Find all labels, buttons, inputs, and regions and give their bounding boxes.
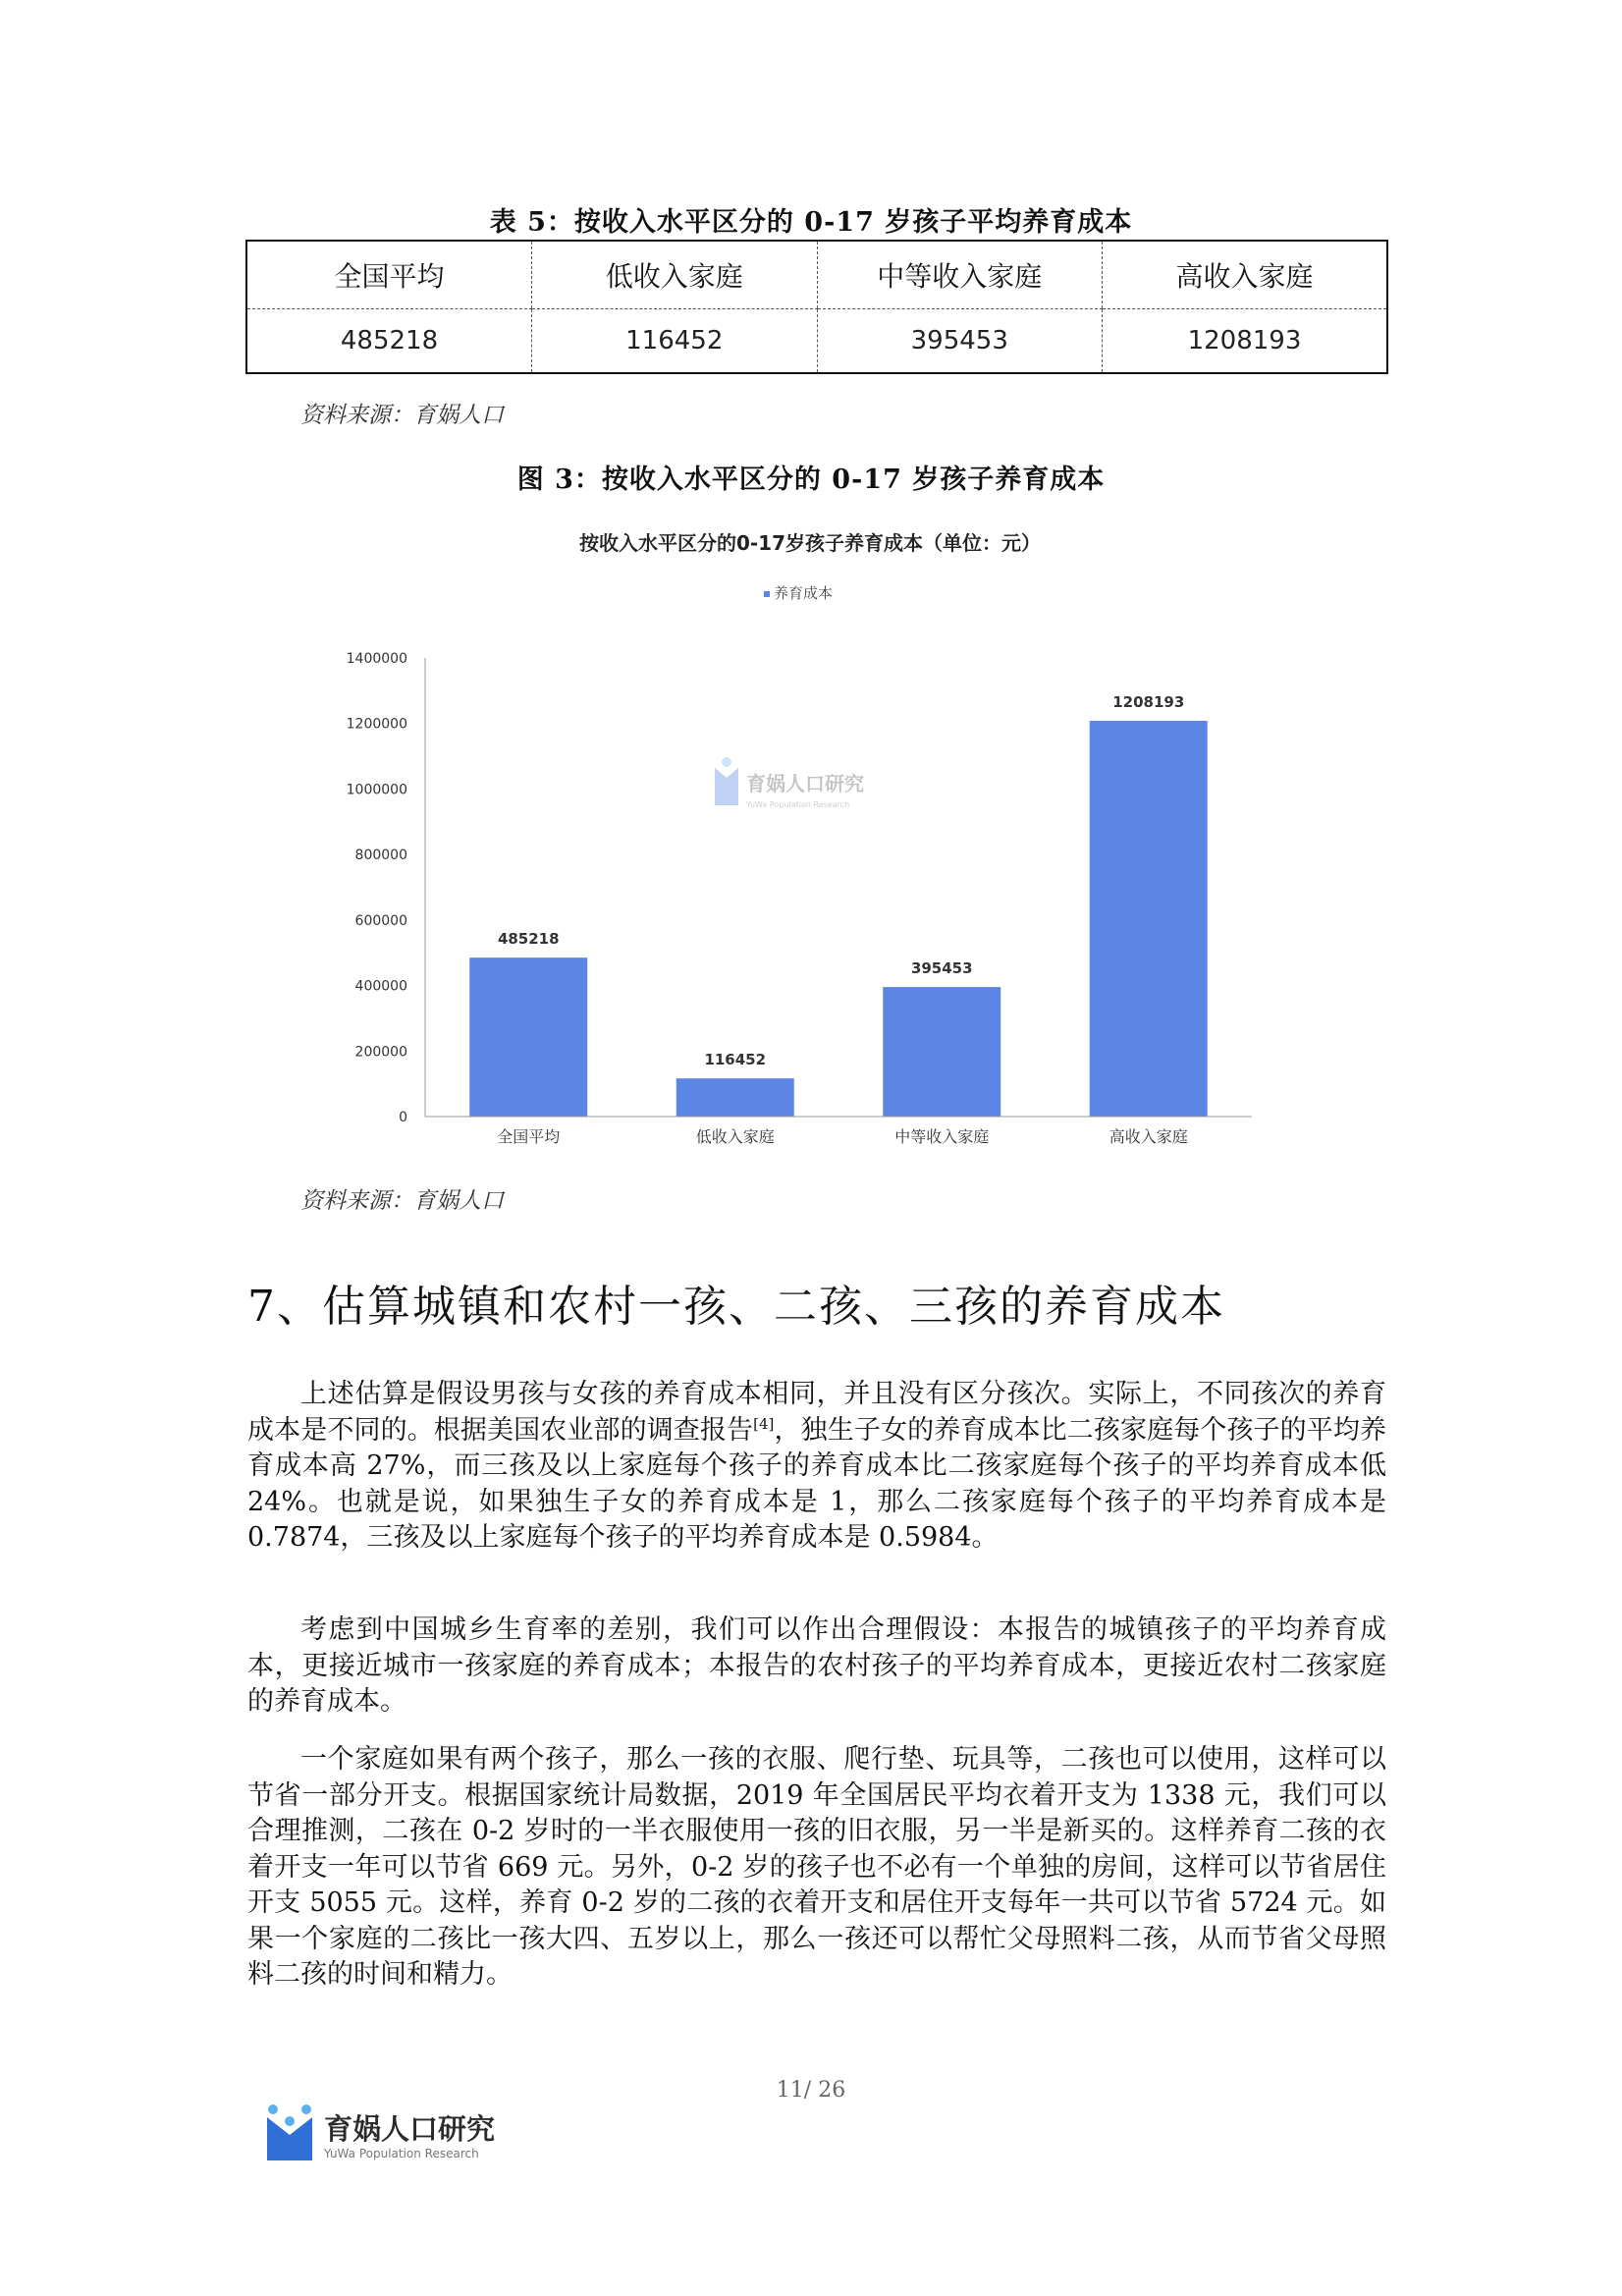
chart-title: 按收入水平区分的0-17岁孩子养育成本（单位：元） bbox=[578, 531, 1042, 555]
y-axis bbox=[347, 651, 425, 1125]
x-tick-label: 高收入家庭 bbox=[1108, 1127, 1188, 1146]
chart-watermark bbox=[715, 757, 864, 809]
paragraph-birth-order bbox=[247, 1377, 1386, 1557]
x-axis bbox=[425, 1117, 1252, 1146]
data-label: 116452 bbox=[704, 1051, 767, 1069]
cell-national-average: 485218 bbox=[340, 326, 439, 355]
header-low-income: 低收入家庭 bbox=[532, 241, 818, 309]
cell-high-income: 1208193 bbox=[1103, 309, 1388, 374]
data-label: 485218 bbox=[497, 930, 560, 949]
bar bbox=[1090, 721, 1208, 1117]
logo-text: 育娲人口研究 bbox=[324, 2112, 496, 2146]
y-tick-label: 1400000 bbox=[346, 651, 407, 667]
y-tick-label: 0 bbox=[399, 1110, 407, 1125]
table-header-row bbox=[246, 241, 1387, 309]
table-source-note: 资料来源：育娲人口 bbox=[300, 403, 504, 428]
y-tick-label: 400000 bbox=[354, 978, 407, 995]
header-middle-income: 中等收入家庭 bbox=[817, 241, 1103, 309]
data-label: 395453 bbox=[910, 959, 973, 978]
y-tick-label: 1200000 bbox=[346, 716, 407, 733]
logo-english-text: YuWa Population Research bbox=[324, 2147, 479, 2160]
reference-citation[interactable]: [4] bbox=[753, 1414, 775, 1433]
legend-label: 养育成本 bbox=[774, 584, 834, 602]
footer-logo bbox=[263, 2104, 518, 2166]
figure-caption: 图 3：按收入水平区分的 0-17 岁孩子养育成本 bbox=[516, 465, 1106, 495]
header-national-average: 全国平均 bbox=[246, 241, 532, 309]
data-label: 1208193 bbox=[1112, 692, 1185, 711]
yuwa-watermark-icon bbox=[715, 757, 738, 805]
paragraph-text: 上述估算是假设男孩与女孩的养育成本相同，并且没有区分孩次。实际上，不同孩次的养育成本是不同的。根据美国农业部的调查报告 bbox=[247, 1379, 1386, 1446]
bar bbox=[676, 1078, 794, 1117]
paragraph-urban-rural: 考虑到中国城乡生育率的差别，我们可以作出合理假设：本报告的城镇孩子的平均养育成本，更接近城市一孩家庭的养育成本；本报告的农村孩子的平均养育成本，更接近农村二孩家庭的养育成本。 bbox=[247, 1614, 1386, 1717]
y-tick-label: 1000000 bbox=[346, 782, 407, 798]
bar-chart bbox=[324, 520, 1296, 1169]
y-tick-label: 200000 bbox=[354, 1044, 407, 1061]
chart-legend bbox=[764, 584, 833, 602]
header-high-income: 高收入家庭 bbox=[1103, 241, 1388, 309]
table-caption: 表 5：按收入水平区分的 0-17 岁孩子平均养育成本 bbox=[489, 207, 1133, 238]
figure-source-note: 资料来源：育娲人口 bbox=[300, 1188, 504, 1214]
page-number: 11/ 26 bbox=[776, 2078, 846, 2103]
bar bbox=[469, 957, 587, 1117]
bar bbox=[883, 987, 1000, 1117]
cell-low-income: 116452 bbox=[532, 309, 818, 374]
chart-bars bbox=[469, 693, 1207, 1117]
cell-middle-income: 395453 bbox=[817, 309, 1103, 374]
yuwa-logo-icon bbox=[263, 2104, 316, 2162]
paragraph-second-child-savings: 一个家庭如果有两个孩子，那么一孩的衣服、爬行垫、玩具等，二孩也可以使用，这样可以节省一部分开支。根据国家统计局数据，2019 年全国居民平均衣着开支为 1338 元，我们可以合理推测，二孩在 0-2 岁时的一半衣服使用一孩的旧衣服，另一半是新买的。这样养育二孩的衣着开支一年可以节省 669 元。另外，0-2 岁的孩子也不必有一个单独的房间，这样可以节省居住开支 5055 元。这样，养育 0-2 岁的二孩的衣着开支和居住开支每年一共可以节省 5724 元。如果一个家庭的二孩比一孩大四、五岁以上，那么一孩还可以帮忙父母照料二孩，从而节省父母照料二孩的时间和精力。 bbox=[247, 1744, 1386, 1990]
y-tick-label: 600000 bbox=[354, 912, 407, 929]
x-tick-label: 中等收入家庭 bbox=[894, 1127, 990, 1146]
table-row bbox=[246, 309, 1387, 374]
x-tick-label: 全国平均 bbox=[497, 1127, 561, 1146]
watermark-english-text: YuWa Population Research bbox=[746, 800, 850, 809]
y-tick-label: 800000 bbox=[354, 847, 407, 864]
paragraph-text: ，独生子女的养育成本比二孩家庭每个孩子的平均养育成本高 27%，而三孩及以上家庭每个孩子的养育成本比二孩家庭每个孩子的平均养育成本低 24%。也就是说，如果独生子女的养育成本是 1，那么二孩家庭每个孩子的平均养育成本是 0.7874，三孩及以上家庭每个孩子的平均养育成本是 0.5984。 bbox=[247, 1414, 1387, 1553]
cost-table bbox=[245, 240, 1388, 374]
legend-swatch bbox=[764, 591, 770, 597]
watermark-text: 育娲人口研究 bbox=[746, 772, 864, 795]
x-tick-label: 低收入家庭 bbox=[695, 1127, 775, 1146]
section-heading: 7、估算城镇和农村一孩、二孩、三孩的养育成本 bbox=[247, 1282, 1225, 1332]
